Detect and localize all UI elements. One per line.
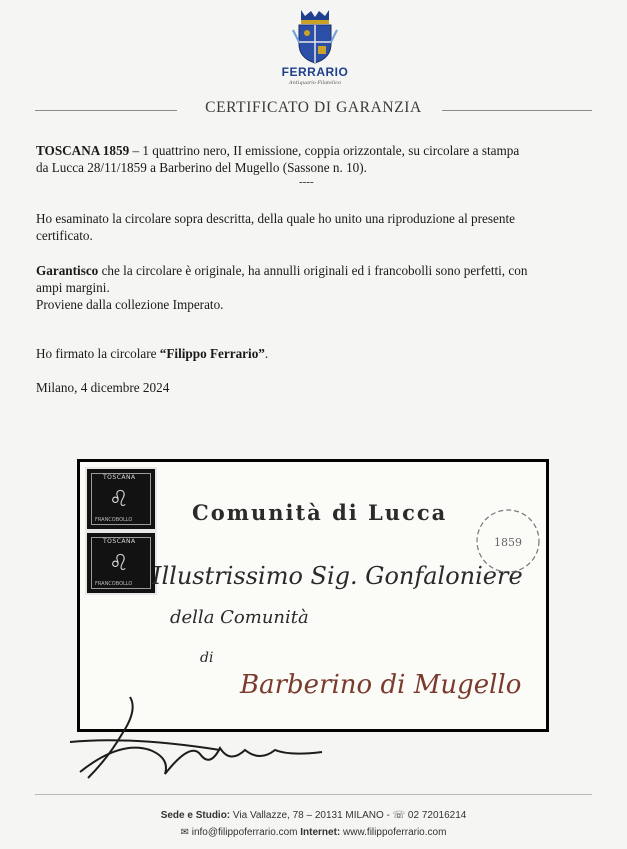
separator: ----: [299, 176, 314, 188]
cover-address-line1: Illustrissimo Sig. Gonfaloniere: [152, 562, 523, 590]
cover-address-line2: della Comunità: [170, 607, 309, 628]
guarantee-line2: ampi margini.: [36, 280, 110, 295]
description-line2: da Lucca 28/11/1859 a Barberino del Mugello (Sassone n. 10).: [36, 160, 367, 175]
stamp-bottom: [85, 531, 157, 595]
postmark-year: 1859: [494, 536, 522, 549]
stamp-top: [85, 467, 157, 531]
brand-tagline: Antiquario Filatelico: [288, 80, 342, 86]
stamp-value: FRANCOBOLLO: [95, 581, 133, 587]
lion-icon: ♌: [109, 551, 129, 576]
description-lead: TOSCANA 1859: [36, 143, 130, 158]
email-icon: ✉: [180, 827, 189, 838]
stamp-pair: [85, 467, 157, 597]
stamp-label: TOSCANA: [103, 474, 136, 481]
website-link[interactable]: www.filippoferrario.com: [340, 827, 447, 838]
office-address: Via Vallazze, 78 – 20131 MILANO - ☏ 02 72016214: [230, 810, 467, 821]
item-description: [36, 142, 592, 176]
cover-address-line3: di: [200, 650, 214, 666]
certificate-title: CERTIFICATO DI GARANZIA: [205, 99, 422, 116]
cover-printed-heading: Comunità di Lucca: [192, 500, 448, 525]
guarantee-lead: Garantisco: [36, 263, 99, 278]
signed-statement: [36, 345, 592, 362]
examined-line1: Ho esaminato la circolare sopra descritta, della quale ho unito una riproduzione al presente: [36, 211, 515, 226]
handwritten-signature: [60, 692, 330, 787]
internet-label: Internet:: [300, 827, 341, 838]
title-row: [35, 99, 592, 119]
signed-suffix: .: [264, 346, 269, 361]
cover-destination: Barberino di Mugello: [240, 670, 522, 700]
brand-name: FERRARIO: [281, 65, 349, 79]
footer-address: [0, 810, 627, 821]
title-rule-left: [35, 110, 177, 111]
cover-sheet: [80, 462, 546, 729]
guarantee-line1: che la circolare è originale, ha annulli originali ed i francobolli sono perfetti, con: [98, 263, 528, 278]
ferrario-logo: [270, 8, 360, 86]
stamp-label: TOSCANA: [103, 538, 136, 545]
footer-rule: [35, 794, 592, 795]
description-line1: – 1 quattrino nero, II emissione, coppia orizzontale, su circolare a stampa: [129, 143, 520, 158]
office-label: Sede e Studio:: [160, 810, 231, 821]
title-rule-right: [442, 110, 592, 111]
footer-contacts: [0, 827, 627, 838]
signer-name: “Filippo Ferrario”: [159, 346, 265, 361]
email-link[interactable]: info@filippoferrario.com: [191, 827, 298, 838]
guarantee-paragraph: [36, 262, 592, 313]
place-date: Milano, 4 dicembre 2024: [36, 380, 170, 395]
examined-line2: certificato.: [36, 228, 93, 243]
lion-icon: ♌: [109, 487, 129, 512]
crest-icon: [289, 8, 341, 64]
signed-prefix: Ho firmato la circolare: [36, 346, 160, 361]
provenance-line: Proviene dalla collezione Imperato.: [36, 297, 224, 312]
examined-paragraph: [36, 210, 592, 244]
stamp-value: FRANCOBOLLO: [95, 517, 133, 523]
